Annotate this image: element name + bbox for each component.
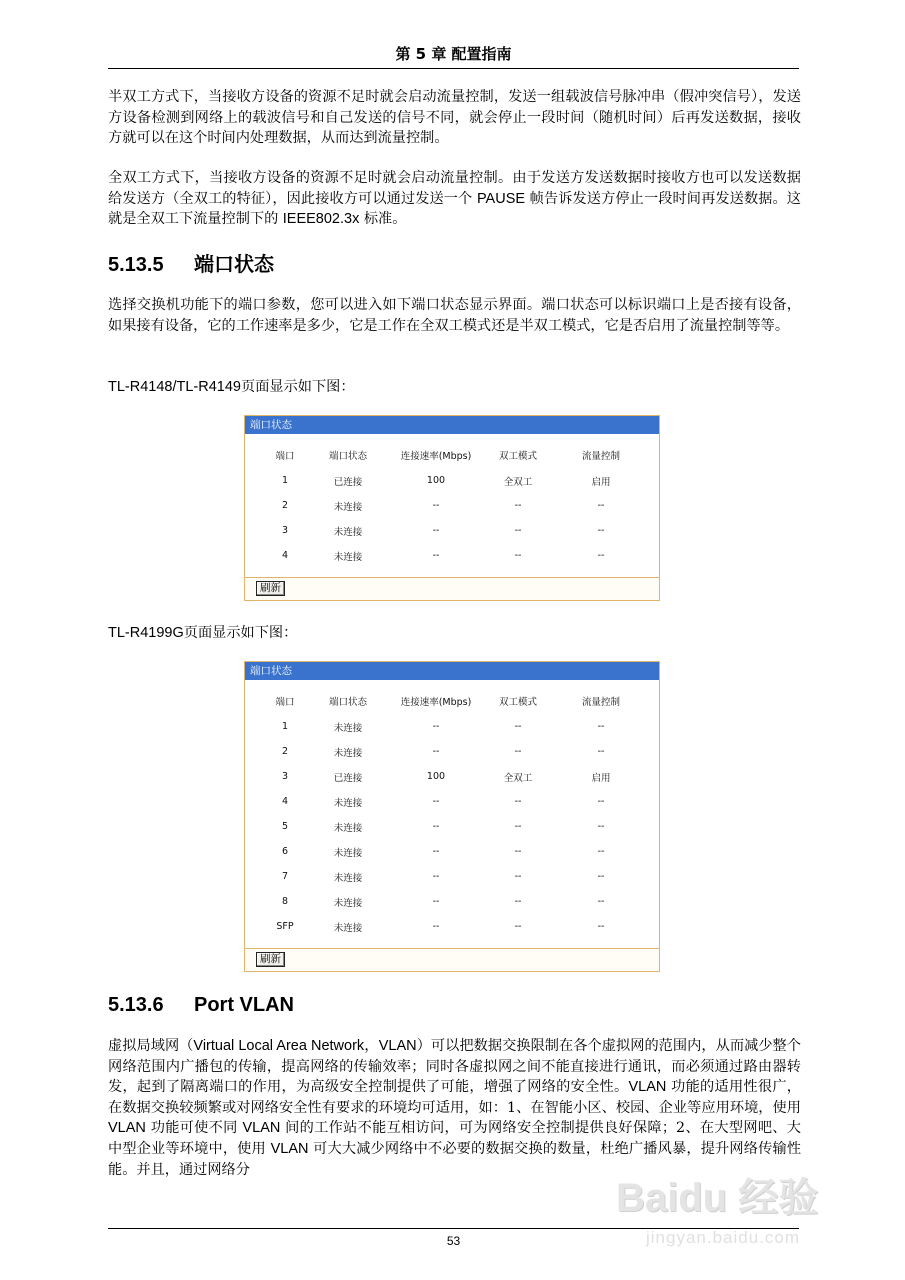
cell-speed: -- xyxy=(432,525,440,536)
watermark-url: jingyan.baidu.com xyxy=(646,1228,801,1247)
cell-duplex: 全双工 xyxy=(503,476,533,488)
panel-title: 端口状态 xyxy=(245,662,659,680)
para4-vlan-fullname: Virtual Local Area Network，VLAN xyxy=(193,1038,417,1054)
para4-vlan-3: VLAN xyxy=(242,1120,281,1137)
watermark-logo-text: Baidu 经验 xyxy=(616,1176,819,1220)
cell-duplex: -- xyxy=(514,796,522,807)
cell-status: 未连接 xyxy=(333,922,363,934)
table-row xyxy=(245,839,659,864)
panel-footer xyxy=(245,577,659,600)
table-row xyxy=(245,714,659,739)
para4-vlan-4: VLAN xyxy=(270,1140,309,1157)
section-number: 5.13.5 xyxy=(108,254,164,276)
cell-speed: -- xyxy=(432,746,440,757)
table-row xyxy=(245,468,659,493)
cell-port: 1 xyxy=(281,721,289,732)
column-header-status: 端口状态 xyxy=(328,451,367,462)
table-row xyxy=(245,914,659,939)
baidu-watermark xyxy=(616,1166,856,1266)
cell-port: 6 xyxy=(281,846,289,857)
cell-duplex: -- xyxy=(514,721,522,732)
para2-standard: IEEE802.3x xyxy=(282,211,360,228)
header-divider xyxy=(108,68,799,69)
column-header-status: 端口状态 xyxy=(328,697,367,708)
section-title: Port VLAN xyxy=(194,994,294,1016)
cell-status: 未连接 xyxy=(333,526,363,538)
paragraph-full-duplex xyxy=(108,168,801,230)
cell-flow-control: -- xyxy=(597,896,605,907)
para2-pause: PAUSE xyxy=(476,190,526,207)
cell-port: 8 xyxy=(281,896,289,907)
port-status-panel-2 xyxy=(244,661,660,972)
cell-flow-control: -- xyxy=(597,796,605,807)
cell-flow-control: -- xyxy=(597,721,605,732)
column-header-port: 端口 xyxy=(275,697,295,708)
caption-text: 页面显示如下图： xyxy=(183,625,298,641)
para4-vlan-2: VLAN xyxy=(108,1120,146,1137)
para4-vlan-1: VLAN xyxy=(628,1079,667,1096)
cell-status: 已连接 xyxy=(333,772,363,784)
section-number: 5.13.6 xyxy=(108,994,164,1016)
caption-text: 页面显示如下图： xyxy=(241,379,355,395)
cell-status: 未连接 xyxy=(333,747,363,759)
cell-duplex: -- xyxy=(514,500,522,511)
cell-speed: 100 xyxy=(426,771,446,782)
paragraph-vlan-intro xyxy=(108,1036,801,1180)
para2-text-c: 帧告诉发送方停止一段时间再发送数据。这就是全双工下流量控制下的 xyxy=(108,190,801,228)
column-header-duplex: 双工模式 xyxy=(498,451,537,462)
cell-speed: -- xyxy=(432,721,440,732)
cell-speed: -- xyxy=(432,921,440,932)
cell-flow-control: -- xyxy=(597,821,605,832)
cell-status: 未连接 xyxy=(333,872,363,884)
cell-port: 1 xyxy=(281,475,289,486)
column-header-speed: 连接速率(Mbps) xyxy=(400,451,472,462)
table-row xyxy=(245,864,659,889)
column-header-duplex: 双工模式 xyxy=(498,697,537,708)
para4-text-g: 功能可使不同 xyxy=(145,1120,243,1137)
section-title: 端口状态 xyxy=(194,252,274,276)
cell-status: 未连接 xyxy=(333,501,363,513)
para4-text-a: 虚拟局域网（ xyxy=(108,1038,194,1054)
cell-speed: -- xyxy=(432,796,440,807)
cell-port: 3 xyxy=(281,771,289,782)
cell-speed: -- xyxy=(432,871,440,882)
cell-status: 未连接 xyxy=(333,722,363,734)
caption-model-1 xyxy=(108,377,355,397)
cell-speed: -- xyxy=(432,550,440,561)
section-heading-port-status xyxy=(108,251,274,278)
para4-text-i: 间的工作站不能互相访问，可为网络安全控制提供良好保障；2、在大型网吧、大中型企业等环境中，使用 xyxy=(108,1120,801,1157)
cell-status: 未连接 xyxy=(333,897,363,909)
cell-flow-control: 启用 xyxy=(591,476,611,488)
cell-duplex: -- xyxy=(514,921,522,932)
cell-status: 已连接 xyxy=(333,476,363,488)
column-header-flow-control: 流量控制 xyxy=(581,451,620,462)
table-row xyxy=(245,739,659,764)
caption-model-name: TL-R4148/TL-R4149 xyxy=(108,379,241,395)
cell-flow-control: -- xyxy=(597,550,605,561)
port-table xyxy=(245,442,659,568)
page-number: 53 xyxy=(446,1234,461,1248)
table-row xyxy=(245,764,659,789)
table-row xyxy=(245,518,659,543)
section-heading-port-vlan xyxy=(108,992,294,1018)
cell-port: SFP xyxy=(276,921,294,932)
para4-text-k: 可大大减少网络中不必要的数据交换的数量，杜绝广播风暴，提升网络传输性能。并且，通过网络分 xyxy=(108,1140,802,1178)
cell-flow-control: -- xyxy=(597,921,605,932)
paragraph-half-duplex: 半双工方式下，当接收方设备的资源不足时就会启动流量控制，发送一组载波信号脉冲串（假冲突信号），发送方设备检测到网络上的载波信号和自己发送的信号不同，就会停止一段时间（随机时间）后再发送数据，接收方就可以在这个时间内处理数据，从而达到流量控制。 xyxy=(108,89,801,147)
cell-port: 5 xyxy=(281,821,289,832)
caption-model-2 xyxy=(108,623,297,643)
cell-duplex: -- xyxy=(514,871,522,882)
panel-title: 端口状态 xyxy=(245,416,659,434)
cell-port: 4 xyxy=(281,550,289,561)
column-header-flow-control: 流量控制 xyxy=(581,697,620,708)
cell-duplex: -- xyxy=(514,896,522,907)
cell-duplex: -- xyxy=(514,550,522,561)
page-header: 第 5 章 配置指南 xyxy=(395,45,512,63)
table-row xyxy=(245,889,659,914)
para2-text-e: 标准。 xyxy=(359,211,407,228)
cell-duplex: -- xyxy=(514,821,522,832)
table-row xyxy=(245,493,659,518)
refresh-button[interactable]: 刷新 xyxy=(256,581,285,596)
table-row xyxy=(245,543,659,568)
cell-duplex: 全双工 xyxy=(503,772,533,784)
cell-port: 2 xyxy=(281,500,289,511)
para2-text-a: 全双工方式下，当接收方设备的资源不足时就会启动流量控制。由于发送方发送数据时接收方也可以发送数据给发送方（全双工的特征），因此接收方可以通过发送一个 xyxy=(108,170,801,207)
cell-speed: -- xyxy=(432,846,440,857)
cell-port: 7 xyxy=(281,871,289,882)
para4-text-e: 功能的适用性很广，在数据交换较频繁或对网络安全性有要求的环境均可适用，如：1、在智能小区、校园、企业等应用环境，使用 xyxy=(108,1079,801,1116)
refresh-button[interactable]: 刷新 xyxy=(256,952,285,967)
table-row xyxy=(245,789,659,814)
cell-flow-control: -- xyxy=(597,746,605,757)
cell-flow-control: 启用 xyxy=(591,772,611,784)
para4-text-c: ）可以把数据交换限制在各个虚拟网的范围内，从而减少整个网络范围内广播包的传输，提高网络的传输效率；同时各虚拟网之间不能直接进行通讯，而必须通过路由器转发，起到了隔离端口的作用，为高级安全控制提供了可能，增强了网络的安全性。 xyxy=(108,1038,801,1096)
cell-flow-control: -- xyxy=(597,525,605,536)
cell-status: 未连接 xyxy=(333,822,363,834)
table-header-row xyxy=(245,688,659,714)
cell-status: 未连接 xyxy=(333,551,363,563)
port-table xyxy=(245,688,659,939)
port-status-panel-1 xyxy=(244,415,660,601)
cell-status: 未连接 xyxy=(333,797,363,809)
cell-speed: -- xyxy=(432,500,440,511)
cell-speed: -- xyxy=(432,821,440,832)
panel-footer xyxy=(245,948,659,971)
cell-port: 2 xyxy=(281,746,289,757)
cell-flow-control: -- xyxy=(597,500,605,511)
cell-port: 4 xyxy=(281,796,289,807)
cell-duplex: -- xyxy=(514,746,522,757)
cell-duplex: -- xyxy=(514,846,522,857)
cell-speed: -- xyxy=(432,896,440,907)
caption-model-name: TL-R4199G xyxy=(108,625,184,641)
cell-flow-control: -- xyxy=(597,871,605,882)
table-row xyxy=(245,814,659,839)
cell-flow-control: -- xyxy=(597,846,605,857)
column-header-speed: 连接速率(Mbps) xyxy=(400,697,472,708)
column-header-port: 端口 xyxy=(275,451,295,462)
table-header-row xyxy=(245,442,659,468)
cell-duplex: -- xyxy=(514,525,522,536)
paragraph-port-status-intro: 选择交换机功能下的端口参数，您可以进入如下端口状态显示界面。端口状态可以标识端口上是否接有设备，如果接有设备，它的工作速率是多少，它是工作在全双工模式还是半双工模式，它是否启用了流量控制等等。 xyxy=(108,297,801,334)
cell-speed: 100 xyxy=(426,475,446,486)
cell-status: 未连接 xyxy=(333,847,363,859)
cell-port: 3 xyxy=(281,525,289,536)
